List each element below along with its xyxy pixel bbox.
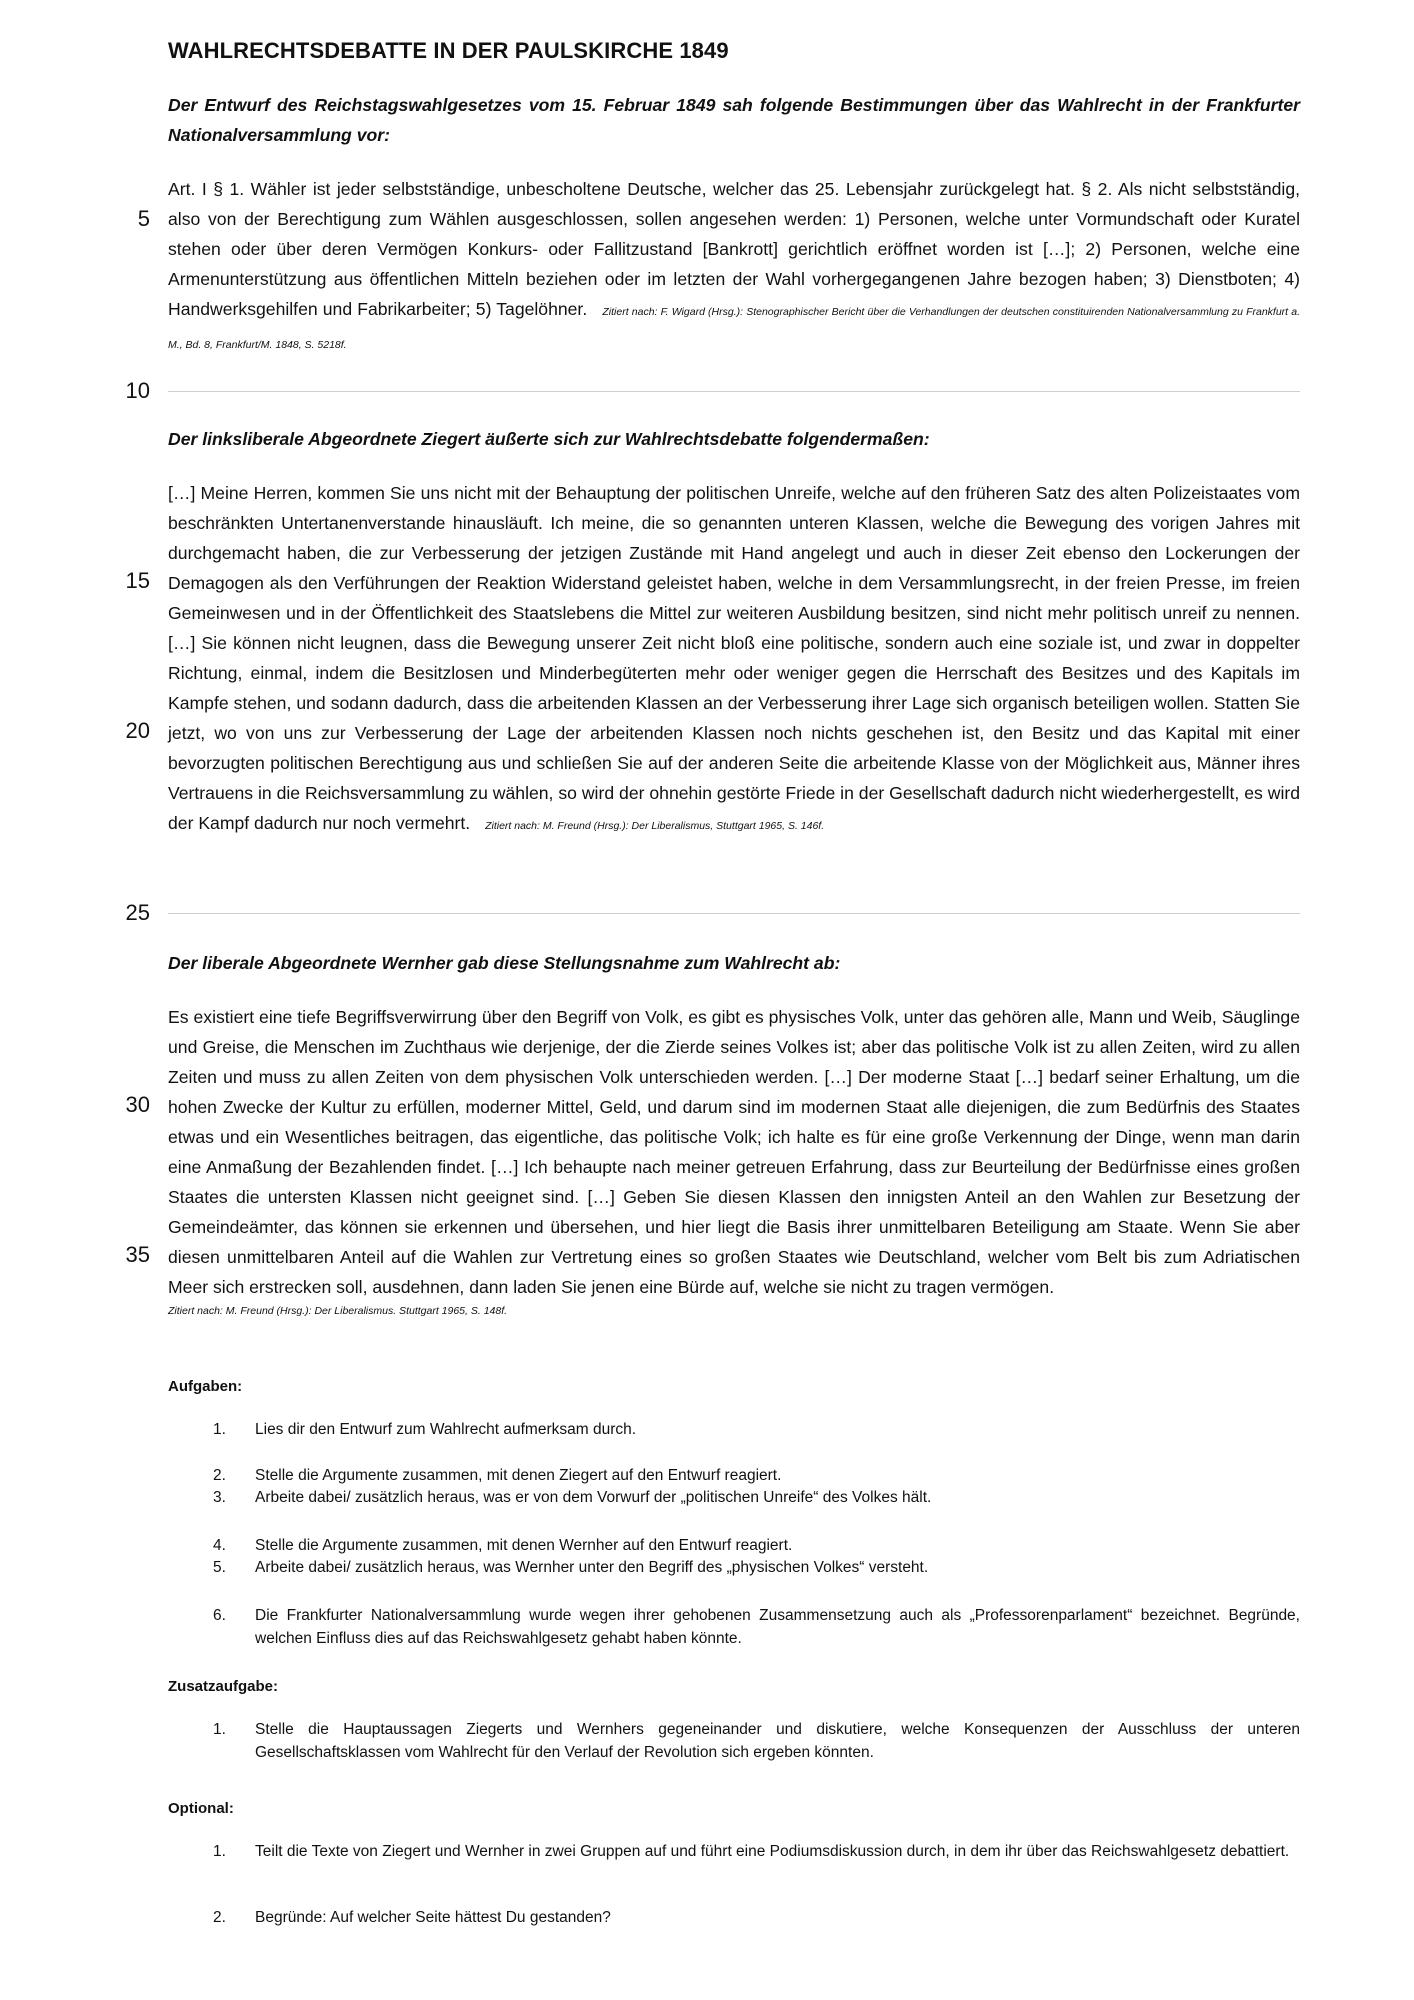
task-text: Stelle die Argumente zusammen, mit denen Wernher auf den Entwurf reagiert. bbox=[255, 1537, 793, 1554]
task-number: 1. bbox=[213, 1421, 226, 1438]
divider bbox=[168, 391, 1300, 392]
task-number: 2. bbox=[213, 1909, 226, 1926]
page-title: WAHLRECHTSDEBATTE IN DER PAULSKIRCHE 1849 bbox=[168, 38, 729, 63]
task-text: Begründe: Auf welcher Seite hättest Du gestanden? bbox=[255, 1909, 611, 1926]
line-number-20: 20 bbox=[125, 718, 150, 743]
task-text: Arbeite dabei/ zusätzlich heraus, was Wernher unter den Begriff des „physischen Volkes“ versteht. bbox=[255, 1559, 929, 1576]
aufgaben-heading: Aufgaben: bbox=[168, 1378, 243, 1395]
task-number: 3. bbox=[213, 1489, 226, 1506]
task-number: 6. bbox=[213, 1607, 226, 1624]
section1-intro: Der Entwurf des Reichstagswahlgesetzes vom 15. Februar 1849 sah folgende Bestimmungen über das Wahlrecht in der Frankfurter Nationalversammlung vor: bbox=[168, 95, 1300, 145]
task-number: 5. bbox=[213, 1559, 226, 1576]
task-text: Arbeite dabei/ zusätzlich heraus, was er von dem Vorwurf der „politischen Unreife“ des Volkes hält. bbox=[255, 1489, 932, 1506]
section2-text bbox=[168, 478, 1300, 841]
line-number-10: 10 bbox=[125, 378, 150, 403]
zusatzaufgabe-heading: Zusatzaufgabe: bbox=[168, 1678, 279, 1695]
task-text: Stelle die Argumente zusammen, mit denen Ziegert auf den Entwurf reagiert. bbox=[255, 1467, 782, 1484]
task-text: Die Frankfurter Nationalversammlung wurde wegen ihrer gehobenen Zusammensetzung auch als „Professorenparlament“ bezeichnet. Begründe, welchen Einfluss dies auf das Reichswahlgesetz gehabt haben könnte. bbox=[255, 1607, 1300, 1647]
task-number: 1. bbox=[213, 1843, 226, 1860]
section2-citation: Zitiert nach: M. Freund (Hrsg.): Der Liberalismus, Stuttgart 1965, S. 146f. bbox=[485, 820, 825, 832]
task-number: 2. bbox=[213, 1467, 226, 1484]
line-number-5: 5 bbox=[137, 206, 150, 231]
optional-heading: Optional: bbox=[168, 1800, 234, 1817]
section3-text bbox=[168, 1002, 1300, 1320]
task-text: Lies dir den Entwurf zum Wahlrecht aufmerksam durch. bbox=[255, 1421, 637, 1438]
line-number-25: 25 bbox=[125, 900, 150, 925]
section2-body: […] Meine Herren, kommen Sie uns nicht mit der Behauptung der politischen Unreife, welche auf den früheren Satz des alten Polizeistaates vom beschränkten Untertanenverstande hinausläuft. Ich meine, die so genannten unteren Klassen, welche die Bewegung des vorigen Jahres mit durchgemacht haben, die zur Verbesserung der jetzigen Zustände mit Hand angelegt und auch in dieser Zeit ebenso den Lockerungen der Demagogen als den Verführungen der Reaktion Widerstand geleistet haben, welche in dem Versammlungsrecht, in der freien Presse, im freien Gemeinwesen und in der Öffentlichkeit des Staatslebens die Mittel zur weiteren Ausbildung besitzen, sind nicht mehr politisch unreif zu nennen. […] Sie können nicht leugnen, dass die Bewegung unserer Zeit nicht bloß eine politische, sondern auch eine soziale ist, und zwar in doppelter Richtung, einmal, indem die Besitzlosen und Minderbegüterten mehr oder weniger gegen die Herrschaft des Besitzes und des Kapitals im Kampfe stehen, und sodann dadurch, dass die arbeitenden Klassen an der Verbesserung ihrer Lage sich organisch beteiligen wollen. Statten Sie jetzt, wo von uns zur Verbesserung der Lage der arbeitenden Klassen noch nichts geschehen ist, den Besitz und das Kapital mit einer bevorzugten politischen Berechtigung aus und schließen Sie auf der anderen Seite die arbeitende Klasse von der Möglichkeit aus, Männer ihres Vertrauens in die Reichsversammlung zu wählen, so wird der ohnehin gestörte Friede in der Gesellschaft dadurch nicht wiederhergestellt, es wird der Kampf dadurch nur noch vermehrt. bbox=[168, 483, 1300, 833]
section1-text bbox=[168, 174, 1300, 360]
task-number: 4. bbox=[213, 1537, 226, 1554]
section3-body: Es existiert eine tiefe Begriffsverwirrung über den Begriff von Volk, es gibt es physisches Volk, unter das gehören alle, Mann und Weib, Säuglinge und Greise, die Menschen im Zuchthaus wie derjenige, der die Zierde seines Volkes ist; aber das politische Volk ist zu allen Zeiten, wird zu allen Zeiten und muss zu allen Zeiten von dem physischen Volk unterschieden werden. […] Der moderne Staat […] bedarf seiner Erhaltung, um die hohen Zwecke der Kultur zu erfüllen, moderner Mittel, Geld, und darum sind im modernen Staat alle diejenigen, die zum Bedürfnis des Staates etwas und ein Wesentliches beitragen, das eigentliche, das politische Volk; ich halte es für eine große Verkennung der Dinge, wenn man darin eine Anmaßung der Bezahlenden findet. […] Ich behaupte nach meiner getreuen Erfahrung, dass zur Beurteilung der Bedürfnisse eines großen Staates die untersten Klassen nicht geeignet sind. […] Geben Sie diesen Klassen den innigsten Anteil an den Wahlen zur Besetzung der Gemeindeämter, das können sie erkennen und übersehen, und hier liegt die Basis ihrer unmittelbaren Beteiligung am Staate. Wenn Sie aber diesen unmittelbaren Anteil auf die Wahlen zur Vertretung eines so großen Staates wie Deutschland, welcher vom Belt bis zum Adriatischen Meer sich erstrecken soll, ausdehnen, dann laden Sie jenen eine Bürde auf, welche sie nicht zu tragen vermögen. bbox=[168, 1007, 1300, 1297]
task-number: 1. bbox=[213, 1721, 226, 1738]
line-number-15: 15 bbox=[125, 568, 150, 593]
section3-intro: Der liberale Abgeordnete Wernher gab diese Stellungsnahme zum Wahlrecht ab: bbox=[168, 953, 841, 973]
section2-intro: Der linksliberale Abgeordnete Ziegert äußerte sich zur Wahlrechtsdebatte folgendermaßen: bbox=[168, 429, 930, 449]
task-text: Teilt die Texte von Ziegert und Wernher in zwei Gruppen auf und führt eine Podiumsdiskussion durch, in dem ihr über das Reichswahlgesetz debattiert. bbox=[255, 1843, 1290, 1860]
section1-citation: Zitiert nach: F. Wigard (Hrsg.): Stenographischer Bericht über die Verhandlungen der deutschen constituirenden Nationalversammlung zu Frankfurt a. M., Bd. 8, Frankfurt/M. 1848, S. 5218f. bbox=[168, 306, 1301, 351]
line-number-30: 30 bbox=[125, 1092, 150, 1117]
section3-citation: Zitiert nach: M. Freund (Hrsg.): Der Liberalismus. Stuttgart 1965, S. 148f. bbox=[168, 1305, 508, 1317]
section1-body: Art. I § 1. Wähler ist jeder selbstständige, unbescholtene Deutsche, welcher das 25. Lebensjahr zurückgelegt hat. § 2. Als nicht selbstständig, also von der Berechtigung zum Wählen ausgeschlossen, sollen angesehen werden: 1) Personen, welche unter Vormundschaft oder Kuratel stehen oder über deren Vermögen Konkurs- oder Fallitzustand [Bankrott] gerichtlich eröffnet worden ist […]; 2) Personen, welche eine Armenunterstützung aus öffentlichen Mitteln beziehen oder im letzten der Wahl vorhergegangenen Jahre bezogen haben; 3) Dienstboten; 4) Handwerksgehilfen und Fabrikarbeiter; 5) Tagelöhner. bbox=[168, 179, 1300, 319]
divider bbox=[168, 913, 1300, 914]
task-text: Stelle die Hauptaussagen Ziegerts und Wernhers gegeneinander und diskutiere, welche Konsequenzen der Ausschluss der unteren Gesellschaftsklassen vom Wahlrecht für den Verlauf der Revolution sich ergeben könnten. bbox=[255, 1721, 1300, 1761]
line-number-35: 35 bbox=[125, 1242, 150, 1267]
